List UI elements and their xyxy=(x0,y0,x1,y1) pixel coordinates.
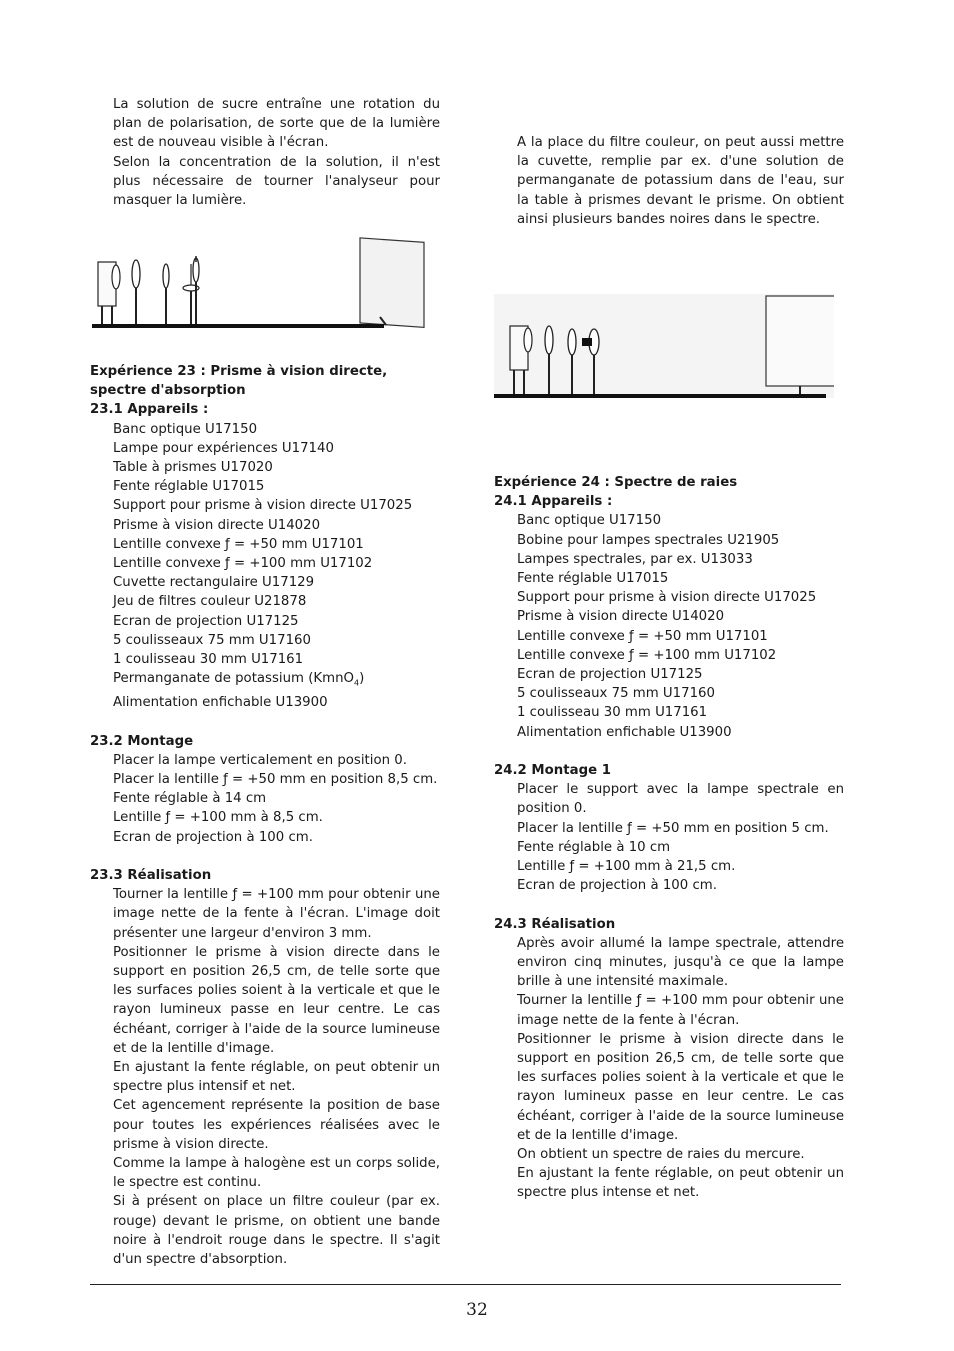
list-item: Lentille convexe ƒ = +100 mm U17102 xyxy=(113,556,373,572)
kmno-close: ) xyxy=(359,671,365,687)
list-item: Fente réglable à 10 cm xyxy=(517,839,671,855)
montage-list-23 xyxy=(90,751,440,847)
realisation-23 xyxy=(90,885,440,1269)
section-24-2-title: 24.2 Montage 1 xyxy=(494,763,612,779)
lens-1 xyxy=(545,326,553,354)
list-item: 1 coulisseau 30 mm U17161 xyxy=(517,705,708,721)
list-item: Placer la lampe verticalement en position 0. xyxy=(113,752,407,768)
list-item: Lentille convexe ƒ = +50 mm U17101 xyxy=(517,628,768,644)
paragraph: Cet agencement représente la position de base pour toutes les expériences réalisées avec le prisme à vision directe. xyxy=(113,1098,440,1152)
paragraph: En ajustant la fente réglable, on peut obtenir un spectre plus intense et net. xyxy=(517,1166,844,1201)
list-item: Prisme à vision directe U14020 xyxy=(113,517,321,533)
list-item: Prisme à vision directe U14020 xyxy=(517,609,725,625)
paragraph: A la place du filtre couleur, on peut aussi mettre la cuvette, remplie par ex. d'une solution de permanganate de potassium dans de l'eau, sur la table à prismes devant le prisme. On obtient ainsi plusieurs bandes noires dans le spectre. xyxy=(517,135,844,227)
polarizer xyxy=(163,264,169,288)
list-item: Alimentation enfichable U13900 xyxy=(517,724,732,740)
paragraph: Si à présent on place un filtre couleur (par ex. rouge) devant le prisme, on obtient une bande noire à l'endroit rouge dans le spectre. Il s'agit d'un spectre d'absorption. xyxy=(113,1194,440,1267)
list-item: Ecran de projection U17125 xyxy=(517,667,703,683)
list-item: Fente réglable U17015 xyxy=(113,479,265,495)
list-item: Ecran de projection à 100 cm. xyxy=(113,829,313,845)
left-column xyxy=(90,95,440,210)
list-item: 5 coulisseaux 75 mm U17160 xyxy=(517,686,715,702)
list-item: Banc optique U17150 xyxy=(517,513,662,529)
list-item: Lentille ƒ = +100 mm à 21,5 cm. xyxy=(517,859,736,875)
slit xyxy=(568,329,576,355)
exp23-title: Expérience 23 : Prisme à vision directe, spectre d'absorption xyxy=(90,364,388,399)
right-column-body xyxy=(494,473,844,1203)
paragraph: On obtient un spectre de raies du mercure. xyxy=(517,1147,805,1163)
equipment-list-24 xyxy=(494,511,844,741)
optical-bench xyxy=(92,324,384,328)
list-item: Alimentation enfichable U13900 xyxy=(113,695,328,711)
paragraph: Tourner la lentille ƒ = +100 mm pour obtenir une image nette de la fente à l'écran. L'image doit présenter une largeur d'environ 3 mm. xyxy=(113,887,440,941)
list-item: Ecran de projection U17125 xyxy=(113,613,299,629)
figure-prism-setup xyxy=(494,292,834,402)
list-item: 1 coulisseau 30 mm U17161 xyxy=(113,652,304,668)
screen xyxy=(766,296,834,386)
list-item: Jeu de filtres couleur U21878 xyxy=(113,594,307,610)
kmno-text: Permanganate de potassium (KmnO xyxy=(113,671,354,687)
paragraph: Après avoir allumé la lampe spectrale, attendre environ cinq minutes, jusqu'à ce que la lampe brille à une intensité maximale. xyxy=(517,935,844,990)
right-column xyxy=(494,133,844,229)
paragraph: Positionner le prisme à vision directe dans le support en position 26,5 cm, de telle sorte que les surfaces polies soient à la verticale et que le rayon lumineux passe en leur centre. Le cas échéant, corriger à l'aide de la source lumineuse et de la lentille d'image. xyxy=(113,944,440,1056)
kmno-subscript: 4 xyxy=(353,678,360,688)
exp24-title: Expérience 24 : Spectre de raies xyxy=(494,475,738,490)
section-24-3-title: 24.3 Réalisation xyxy=(494,916,616,932)
list-item: Lentille convexe ƒ = +50 mm U17101 xyxy=(113,536,364,552)
left-column-body xyxy=(90,362,440,1269)
list-item: Cuvette rectangulaire U17129 xyxy=(113,575,315,591)
footer-rule xyxy=(90,1284,841,1285)
equipment-list-23 xyxy=(90,420,440,713)
paragraph: Positionner le prisme à vision directe dans le support en position 26,5 cm, de telle sorte que les surfaces polies soient à la verticale et que le rayon lumineux passe en leur centre. Le cas échéant, corriger à l'aide de la source lumineuse et de la lentille d'image. xyxy=(517,1031,844,1143)
paragraph: Tourner la lentille ƒ = +100 mm pour obtenir une image nette de la fente à l'écran. xyxy=(517,993,844,1028)
list-item: Table à prismes U17020 xyxy=(113,460,273,476)
realisation-24 xyxy=(494,934,844,1203)
list-item: Fente réglable à 14 cm xyxy=(113,791,267,807)
intro-paragraph: La solution de sucre entraîne une rotation du plan de polarisation, de sorte que de la lumière est de nouveau visible à l'écran. xyxy=(113,97,440,151)
optical-bench xyxy=(494,394,826,398)
montage-list-24 xyxy=(494,780,844,895)
prism xyxy=(582,338,592,346)
section-23-1-title: 23.1 Appareils : xyxy=(90,402,209,418)
page-number: 32 xyxy=(466,1300,488,1320)
list-item: Support pour prisme à vision directe U17025 xyxy=(517,590,817,606)
list-item: Ecran de projection à 100 cm. xyxy=(517,878,717,894)
list-item: Bobine pour lampes spectrales U21905 xyxy=(517,532,780,548)
list-item: 5 coulisseaux 75 mm U17160 xyxy=(113,632,311,648)
lens-1 xyxy=(132,260,140,288)
list-item: Fente réglable U17015 xyxy=(517,571,669,587)
list-item: Lentille convexe ƒ = +100 mm U17102 xyxy=(517,647,777,663)
figure-polarisation-setup xyxy=(90,232,430,332)
section-24-1-title: 24.1 Appareils : xyxy=(494,494,613,510)
list-item xyxy=(90,669,440,693)
section-23-2-title: 23.2 Montage xyxy=(90,733,194,749)
list-item: Lampes spectrales, par ex. U13033 xyxy=(517,551,753,567)
list-item: Placer le support avec la lampe spectrale en position 0. xyxy=(517,782,844,817)
screen xyxy=(360,238,424,327)
paragraph: Comme la lampe à halogène est un corps solide, le spectre est continu. xyxy=(113,1155,440,1191)
intro-paragraph: Selon la concentration de la solution, il n'est plus nécessaire de tourner l'analyseur pour masquer la lumière. xyxy=(113,154,440,209)
paragraph: En ajustant la fente réglable, on peut obtenir un spectre plus intensif et net. xyxy=(113,1059,440,1095)
list-item: Lentille ƒ = +100 mm à 8,5 cm. xyxy=(113,810,323,826)
list-item: Support pour prisme à vision directe U17025 xyxy=(113,498,413,514)
list-item: Placer la lentille ƒ = +50 mm en position 8,5 cm. xyxy=(113,771,438,787)
section-23-3-title: 23.3 Réalisation xyxy=(90,867,212,883)
list-item: Lampe pour expériences U17140 xyxy=(113,440,334,456)
list-item: Banc optique U17150 xyxy=(113,421,258,437)
list-item: Placer la lentille ƒ = +50 mm en position 5 cm. xyxy=(517,820,829,836)
